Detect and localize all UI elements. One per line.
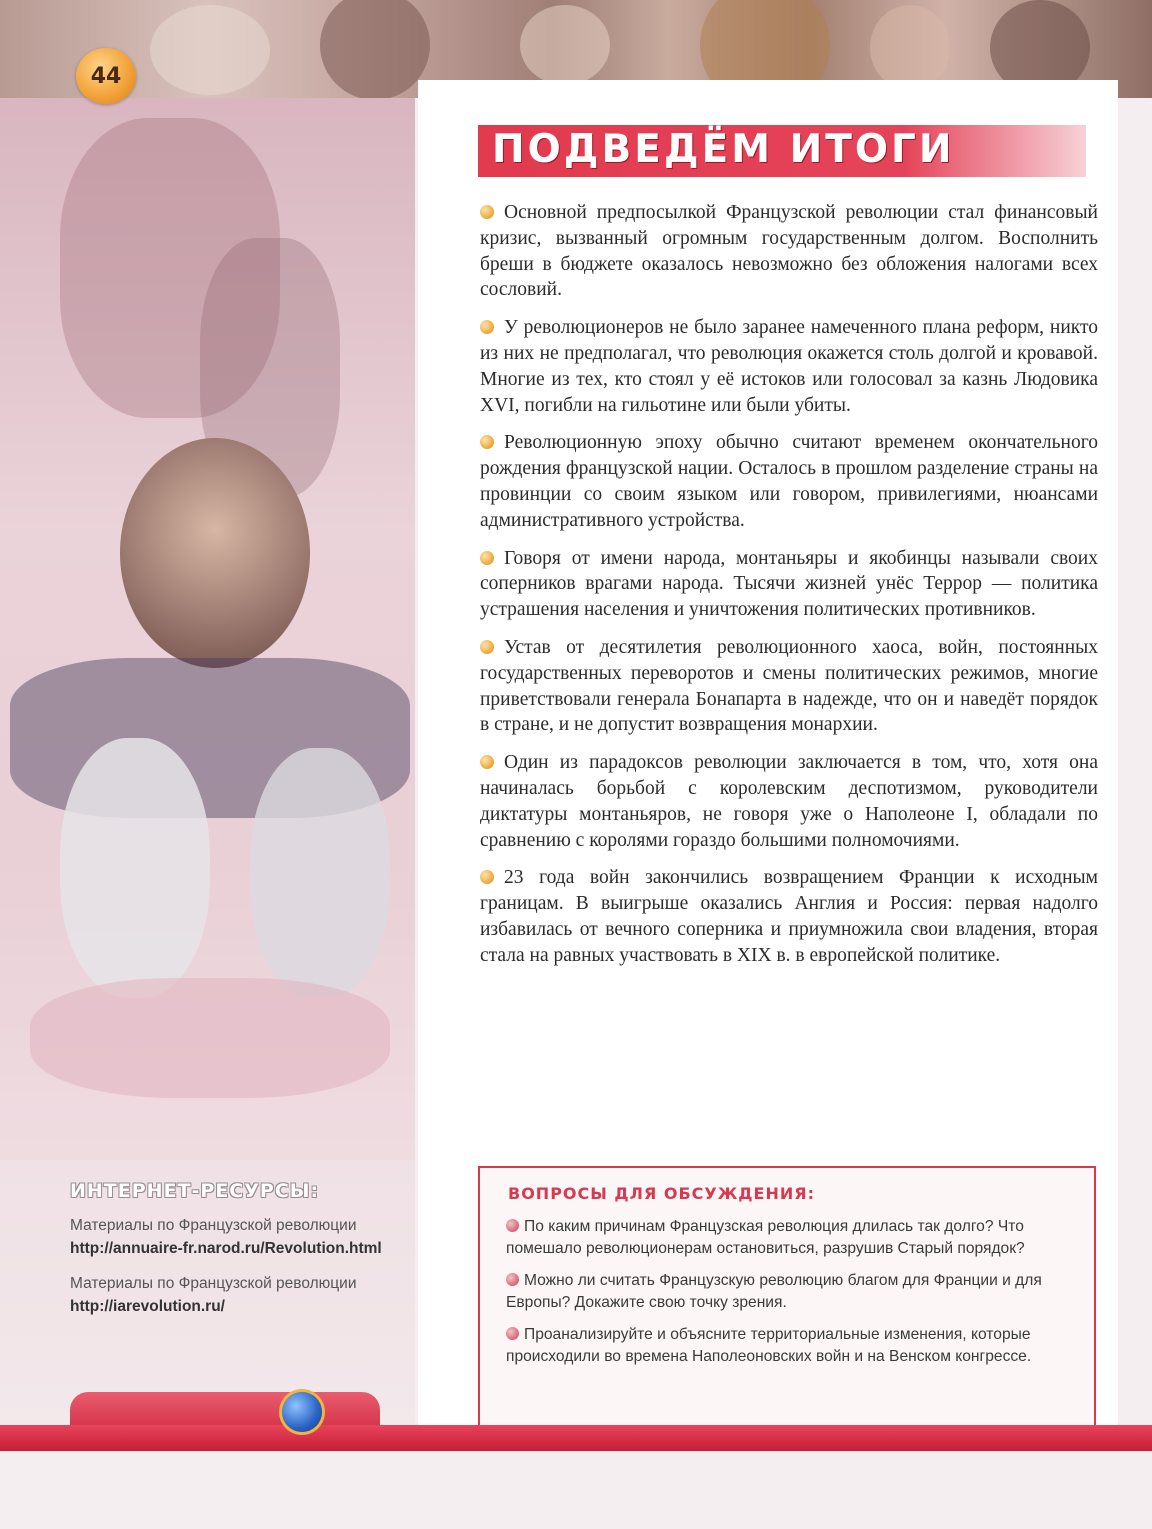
question-item: Можно ли считать Французскую революцию благом для Франции и для Европы? Докажите свою точку зрения. <box>506 1271 1042 1312</box>
bullet-icon <box>480 755 494 769</box>
resource-link[interactable]: http://annuaire-fr.narod.ru/Revolution.html <box>70 1240 382 1257</box>
internet-resources-list <box>70 1214 395 1330</box>
bullet-icon <box>480 205 494 219</box>
summary-paragraph: Основной предпосылкой Французской революции стал финансовый кризис, вызванный огромным государственным долгом. Восполнить бреши в бюджете оказалось невозможно без обложения налогами всех сословий. <box>480 202 1098 301</box>
bullet-icon <box>480 435 494 449</box>
summary-paragraph: У революционеров не было заранее намеченного плана реформ, никто из них не предполагал, что революция окажется столь долгой и кровавой. Многие из тех, кто стоял у её истоков или голосовал за казнь Людовика XVI, погибли на гильотине или были убиты. <box>480 317 1098 416</box>
bullet-icon <box>506 1219 519 1232</box>
bullet-icon <box>480 320 494 334</box>
summary-paragraph: 23 года войн закончились возвращением Франции к исходным границам. В выигрыше оказались Англия и Россия: первая надолго избавилась от вечного соперника и приумножила свои владения, вторая стала на равных участвовать в XIX в. в европейской политике. <box>480 867 1098 966</box>
bullet-icon <box>480 640 494 654</box>
question-item: Проанализируйте и объясните территориальные изменения, которые происходили во времена Наполеоновских войн и на Венском конгрессе. <box>506 1325 1032 1366</box>
bullet-icon <box>506 1273 519 1286</box>
internet-resources-title: ИНТЕРНЕТ-РЕСУРСЫ: <box>70 1180 320 1202</box>
discussion-questions-title: ВОПРОСЫ ДЛЯ ОБСУЖДЕНИЯ: <box>508 1184 815 1203</box>
resource-item: Материалы по Французской революции http://annuaire-fr.narod.ru/Revolution.html <box>70 1217 382 1257</box>
summary-text <box>480 200 1098 981</box>
bullet-icon <box>480 551 494 565</box>
question-item: По каким причинам Французская революция длилась так долго? Что помешало революционерам остановиться, разрушив Старый порядок? <box>506 1218 1025 1258</box>
page-number-badge: 44 <box>76 48 136 104</box>
globe-icon <box>282 1392 322 1432</box>
summary-paragraph: Устав от десятилетия революционного хаоса, войн, постоянных государственных переворотов и смены политических режимов, многие приветствовали генерала Бонапарта в надежде, что он и наведёт порядок в стране, и не допустит возвращения монархии. <box>480 636 1098 736</box>
resource-item: Материалы по Французской революции http://iarevolution.ru/ <box>70 1275 357 1315</box>
bottom-red-stripe <box>0 1425 1152 1451</box>
summary-paragraph: Революционную эпоху обычно считают временем окончательного рождения французской нации. Осталось в прошлом разделение страны на провинции со своим языком или говором, привилегиями, нюансами административного устройства. <box>480 432 1098 531</box>
napoleon-illustration <box>0 98 415 1178</box>
summary-paragraph: Один из парадоксов революции заключается в том, что, хотя она начиналась борьбой с королевским деспотизмом, руководители диктатуры монтаньяров, не говоря уже о Наполеоне I, обладали по сравнению с королями гораздо большими полномочиями. <box>480 752 1098 851</box>
summary-heading: ПОДВЕДЁМ ИТОГИ <box>492 127 955 172</box>
resource-link[interactable]: http://iarevolution.ru/ <box>70 1298 225 1315</box>
bullet-icon <box>480 870 494 884</box>
discussion-questions-list <box>506 1216 1068 1377</box>
bullet-icon <box>506 1327 519 1340</box>
summary-paragraph: Говоря от имени народа, монтаньяры и якобинцы называли своих соперников врагами народа. Тысячи жизней унёс Террор — политика устрашения населения и уничтожения политических противников. <box>480 547 1098 621</box>
